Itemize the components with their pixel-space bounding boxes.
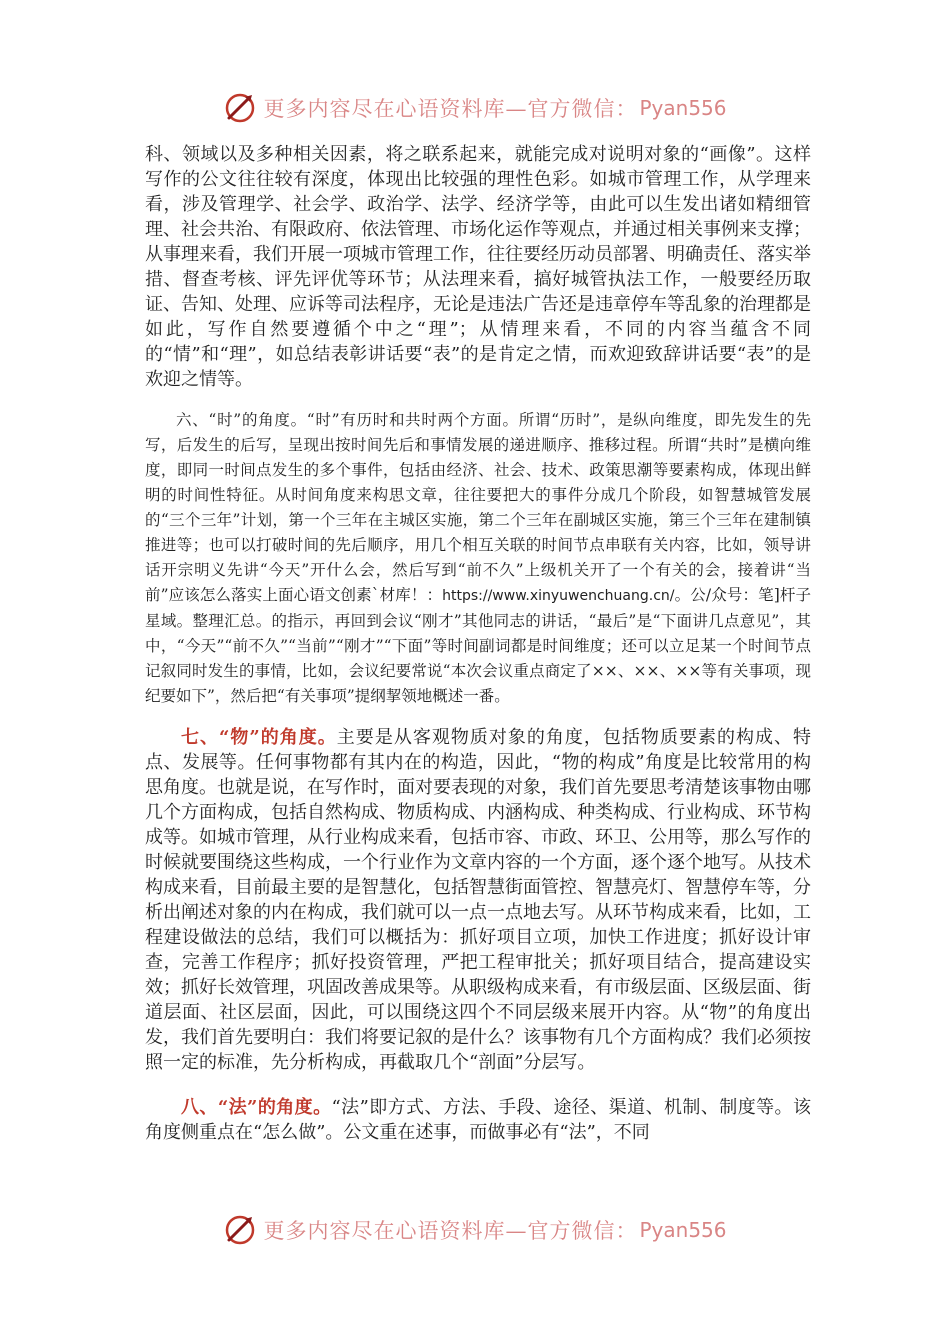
- header-watermark: [0, 86, 950, 130]
- footer-watermark: [0, 1208, 950, 1252]
- paragraph-text: “法”即方式、方法、手段、途径、渠道、机制、制度等。该角度侧重点在“怎么做”。公文重在述事，而做事必有“法”，不同: [145, 1097, 811, 1143]
- header-wechat-id: Pyan556: [639, 96, 727, 120]
- document-body: [145, 142, 811, 1145]
- paragraph-text: 六、“时”的角度。“时”有历时和共时两个方面。所谓“历时”，是纵向维度，即先发生的先写，后发生的后写，呈现出按时间先后和事情发展的递进顺序、推移过程。所谓“共时”是横向维度，即同一时间点发生的多个事件，包括由经济、社会、技术、政策思潮等要素构成，体现出鲜明的时间性特征。从时间角度来构思文章，往往要把大的事件分成几个阶段，如智慧城管发展的“三个三年”计划，第一个三年在主城区实施，第二个三年在副城区实施，第三个三年在建制镇推进等；也可以打破时间的先后顺序，用几个相互关联的时间节点串联有关内容，比如，领导讲话开宗明义先讲“今天”开什么会，然后写到“前不久”上级机关开了一个有关的会，接着讲“当前”应该怎么落实上面心语文创素`材库！：: [145, 411, 811, 604]
- paragraph-li-angle-end: 科、领域以及多种相关因素，将之联系起来，就能完成对说明对象的“画像”。这样写作的公文往往较有深度，体现出比较强的理性色彩。如城市管理工作，从学理来看，涉及管理学、社会学、政治学、法学、经济学等，由此可以生发出诸如精细管理、社会共治、有限政府、依法管理、市场化运作等观点，并通过相关事例来支撑；从事理来看，我们开展一项城市管理工作，往往要经历动员部署、明确责任、落实举措、督查考核、评先评优等环节；从法理来看，搞好城管执法工作，一般要经历取证、告知、处理、应诉等司法程序，无论是违法广告还是违章停车等乱象的治理都是如此，写作自然要遵循个中之“理”；从情理来看，不同的内容当蕴含不同的“情”和“理”，如总结表彰讲话要“表”的是肯定之情，而欢迎致辞讲话要“表”的是欢迎之情等。: [145, 144, 811, 390]
- footer-watermark-text: 更多内容尽在心语资料库—官方微信：: [263, 1219, 638, 1243]
- paragraph-wu-angle: [145, 725, 811, 1075]
- paragraph-fa-angle: [145, 1095, 811, 1145]
- footer-wechat-id: Pyan556: [639, 1218, 727, 1242]
- paragraph-text: 。公/众号：笔]杆子星域。整理汇总。的指示，再回到会议“刚才”其他同志的讲话，“最后”是“下面讲几点意见”，其中，“今天”“前不久”“当前”“刚才”“下面”等时间副词都是时间维度；还可以立足某一个时间节点记叙同时发生的事情，比如，会议纪要常说“本次会议重点商定了××、××、××等有关事项，现纪要如下”，然后把“有关事项”提纲挈领地概述一番。: [145, 586, 811, 705]
- paragraph-shi-angle: [145, 408, 811, 709]
- paragraph-text: 主要是从客观物质对象的角度，包括物质要素的构成、特点、发展等。任何事物都有其内在的构造，因此，“物的构成”角度是比较常用的构思角度。也就是说，在写作时，面对要表现的对象，我们首先要思考清楚该事物由哪几个方面构成，包括自然构成、物质构成、内涵构成、种类构成、行业构成、环节构成等。如城市管理，从行业构成来看，包括市容、市政、环卫、公用等，那么写作的时候就要围绕这些构成，一个行业作为文章内容的一个方面，逐个逐个地写。从技术构成来看，目前最主要的是智慧化，包括智慧街面管控、智慧亮灯、智慧停车等，分析出阐述对象的内在构成，我们就可以一点一点地去写。从环节构成来看，比如，工程建设做法的总结，我们可以概括为：抓好项目立项，加快工作进度；抓好设计审查，完善工作程序；抓好投资管理，严把工程审批关；抓好项目结合，提高建设实效；抓好长效管理，巩固改善成果等。从职级构成来看，有市级层面、区级层面、街道层面、社区层面，因此，可以围绕这四个不同层级来展开内容。从“物”的角度出发，我们首先要明白：我们将要记叙的是什么？该事物有几个方面构成？我们必须按照一定的标准，先分析构成，再截取几个“剖面”分层写。: [145, 727, 811, 1073]
- section-heading-fa: 八、“法”的角度。: [181, 1097, 332, 1118]
- header-watermark-text: 更多内容尽在心语资料库—官方微信：: [263, 97, 638, 121]
- brush-logo-icon: [223, 91, 257, 125]
- brush-logo-icon: [223, 1213, 257, 1247]
- source-url: https://www.xinyuwenchuang.cn/: [442, 588, 675, 604]
- section-heading-wu: 七、“物”的角度。: [181, 727, 337, 748]
